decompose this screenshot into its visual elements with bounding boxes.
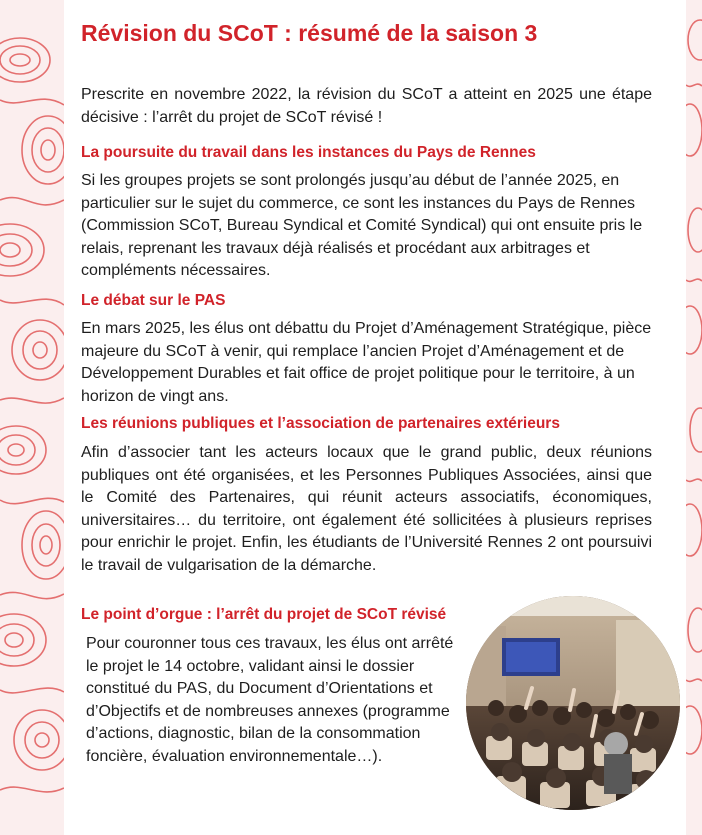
meeting-photo bbox=[466, 596, 680, 810]
decorative-border-right bbox=[686, 0, 702, 835]
section-body-debat-pas: En mars 2025, les élus ont débattu du Projet d’Aménagement Stratégique, pièce majeure du SCoT à venir, qui remplace l’ancien Projet d’Aménagement et de Développement Durables et fait office de projet politique pour le territoire, à un horizon de vingt ans. bbox=[81, 320, 652, 405]
section-body-travail-instances: Si les groupes projets se sont prolongés jusqu’au début de l’année 2025, en particulier sur le sujet du commerce, ce sont les instances du Pays de Rennes (Commission SCoT, Bureau Syndical et Comité Syndical) qui ont ensuite pris le relais, reprenant les travaux déjà réalisés et procédant aux arbitrages et compléments nécessaires. bbox=[81, 172, 643, 279]
article-title: Révision du SCoT : résumé de la saison 3 bbox=[81, 20, 538, 46]
intro-paragraph: Prescrite en novembre 2022, la révision du SCoT a atteint en 2025 une étape décisive : l’arrêt du projet de SCoT révisé ! bbox=[81, 86, 652, 126]
section-body-reunions-publiques: Afin d’associer tant les acteurs locaux que le grand public, deux réunions publiques ont été organisées, et les Personnes Publiques Associées, ainsi que le Comité des Partenaires, qui réunit acteurs associatifs, économiques, universitaires… du territoire, ont également été sollicitées à plusieurs reprises pour enrichir le projet. Enfin, les étudiants de l’Université Rennes 2 ont poursuivi le travail de vulgarisation de la démarche. bbox=[81, 444, 652, 574]
section-heading-travail-instances: La poursuite du travail dans les instances du Pays de Rennes bbox=[81, 144, 536, 161]
decorative-border-left bbox=[0, 0, 64, 835]
section-heading-reunions-publiques: Les réunions publiques et l’association de partenaires extérieurs bbox=[81, 415, 560, 432]
section-heading-debat-pas: Le débat sur le PAS bbox=[81, 292, 226, 309]
article-panel bbox=[64, 0, 686, 835]
section-heading-point-orgue: Le point d’orgue : l’arrêt du projet de SCoT révisé bbox=[81, 606, 447, 623]
section-body-point-orgue: Pour couronner tous ces travaux, les élus ont arrêté le projet le 14 octobre, validant ainsi le dossier constitué du PAS, du Document d’Orientations et d’Objectifs et de nombreuses annexes (programme d’actions, diagnostic, bilan de la consommation foncière, évaluation environnementale…). bbox=[86, 635, 454, 765]
